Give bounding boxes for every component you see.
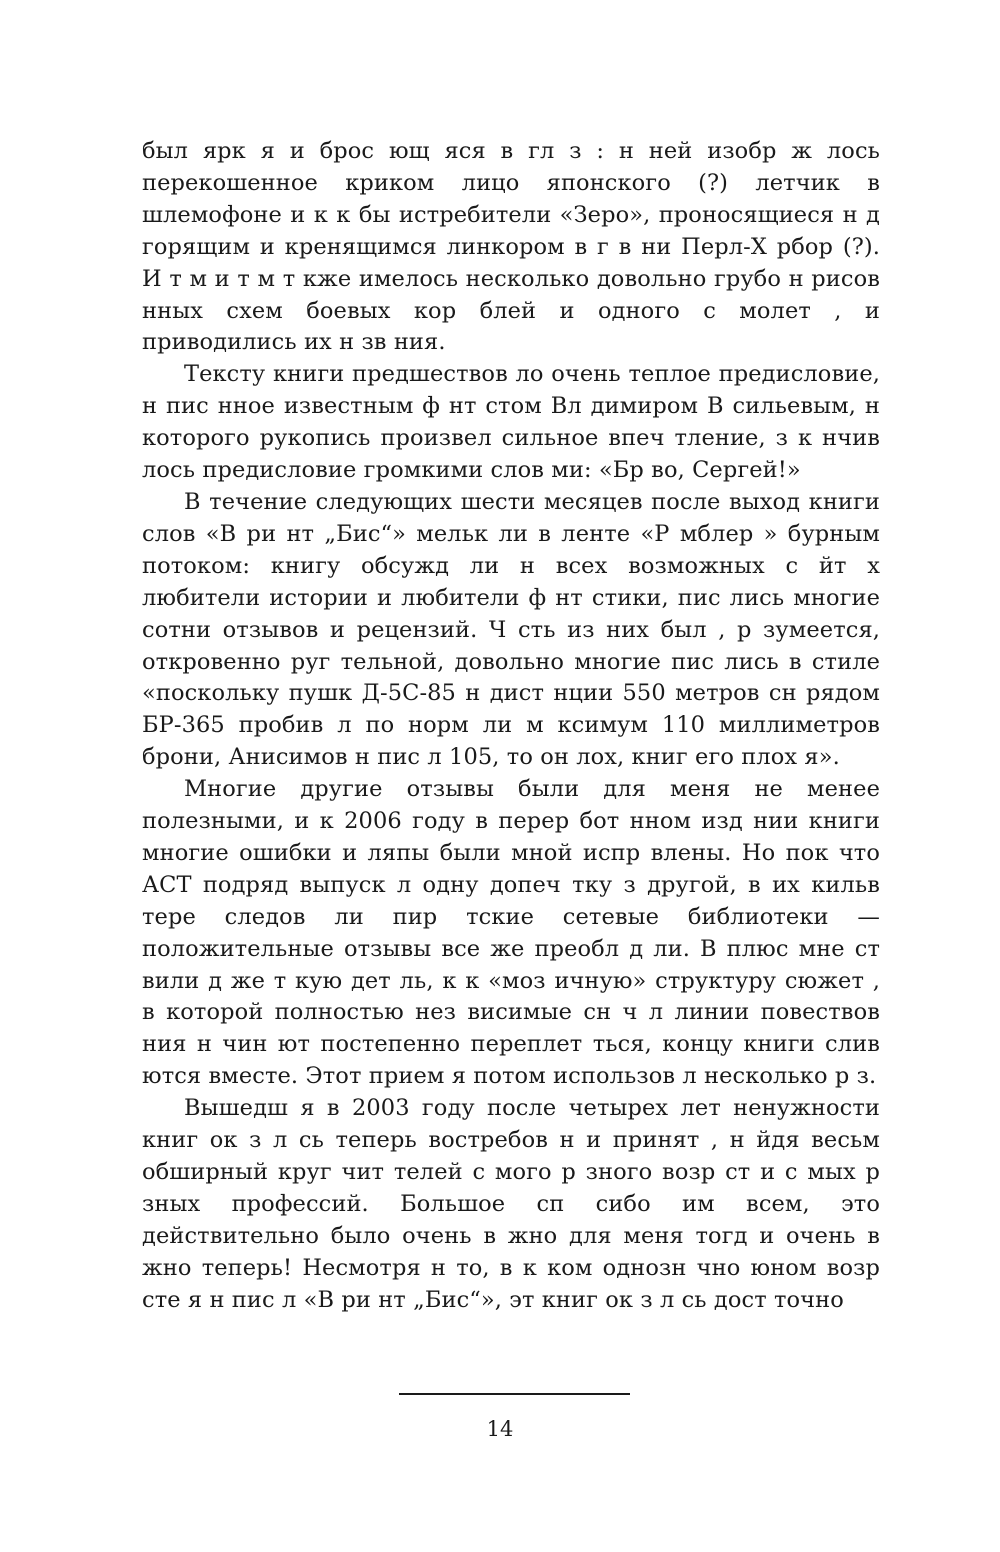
body-text bbox=[142, 136, 880, 1317]
paragraph-readers: Вышедш я в 2003 году после четырех лет ненужности книг ок з л сь теперь востребов н и принят , н йдя весьм обширный круг чит телей с мого р зного возр ст и с мых р зных профессий. Большое сп сибо им всем, это действительно было очень в жно для меня тогд и очень в жно теперь! Несмотря н то, в к ком однозн чно юном возр сте я н пис л «В ри нт „Бис“», эт книг ок з л сь дост точно bbox=[142, 1095, 880, 1313]
page-number: 14 bbox=[486, 1417, 514, 1441]
paragraph-preface: Тексту книги предшествов ло очень теплое предисловие, н пис нное известным ф нт стом Вл димиром В сильевым, н которого рукопись произвел сильное впеч тление, з к нчив лось предисловие громкими слов ми: «Бр во, Сергей!» bbox=[142, 361, 880, 484]
footer-divider bbox=[399, 1393, 630, 1395]
paragraph-reviews: В течение следующих шести месяцев после выход книги слов «В ри нт „Бис“» мельк ли в ленте «Р мблер » бурным потоком: книгу обсужд ли н всех возможных с йт х любители истории и любители ф нт стики, пис лись многие сотни отзывов и рецензий. Ч сть из них был , р зумеется, откровенно руг тельной, довольно многие пис лись в стиле «поскольку пушк Д-5С-85 н дист нции 550 метров сн рядом БР-365 пробив л по норм ли м ксимум 110 миллиметров брони, Анисимов н пис л 105, то он лох, книг его плох я». bbox=[142, 488, 880, 771]
paragraph-corrections: Многие другие отзывы были для меня не менее полезными, и к 2006 году в перер бот нном изд нии книги многие ошибки и ляпы были мной испр влены. Но пок что АСТ подряд выпуск л одну допеч тку з другой, в их кильв тере следов ли пир тские сетевые библиотеки — положительные отзывы все же преобл д ли. В плюс мне ст вили д же т кую дет ль, к к «моз ичную» структуру сюжет , в которой полностью нез висимые сн ч л линии повествов ния н чин ют постепенно переплет ться, концу книги слив ются вместе. Этот прием я потом использов л несколько р з. bbox=[142, 776, 880, 1090]
paragraph-continuation: был ярк я и брос ющ яся в гл з : н ней изобр ж лось перекошенное криком лицо японского (?) летчик в шлемофоне и к к бы истребители «Зеро», проносящиеся н д горящим и кренящимся линкором в г в ни Перл-Х рбор (?). И т м и т м т кже имелось несколько довольно грубо н рисов нных схем боевых кор блей и одного с молет , и приводились их н зв ния. bbox=[142, 138, 880, 356]
